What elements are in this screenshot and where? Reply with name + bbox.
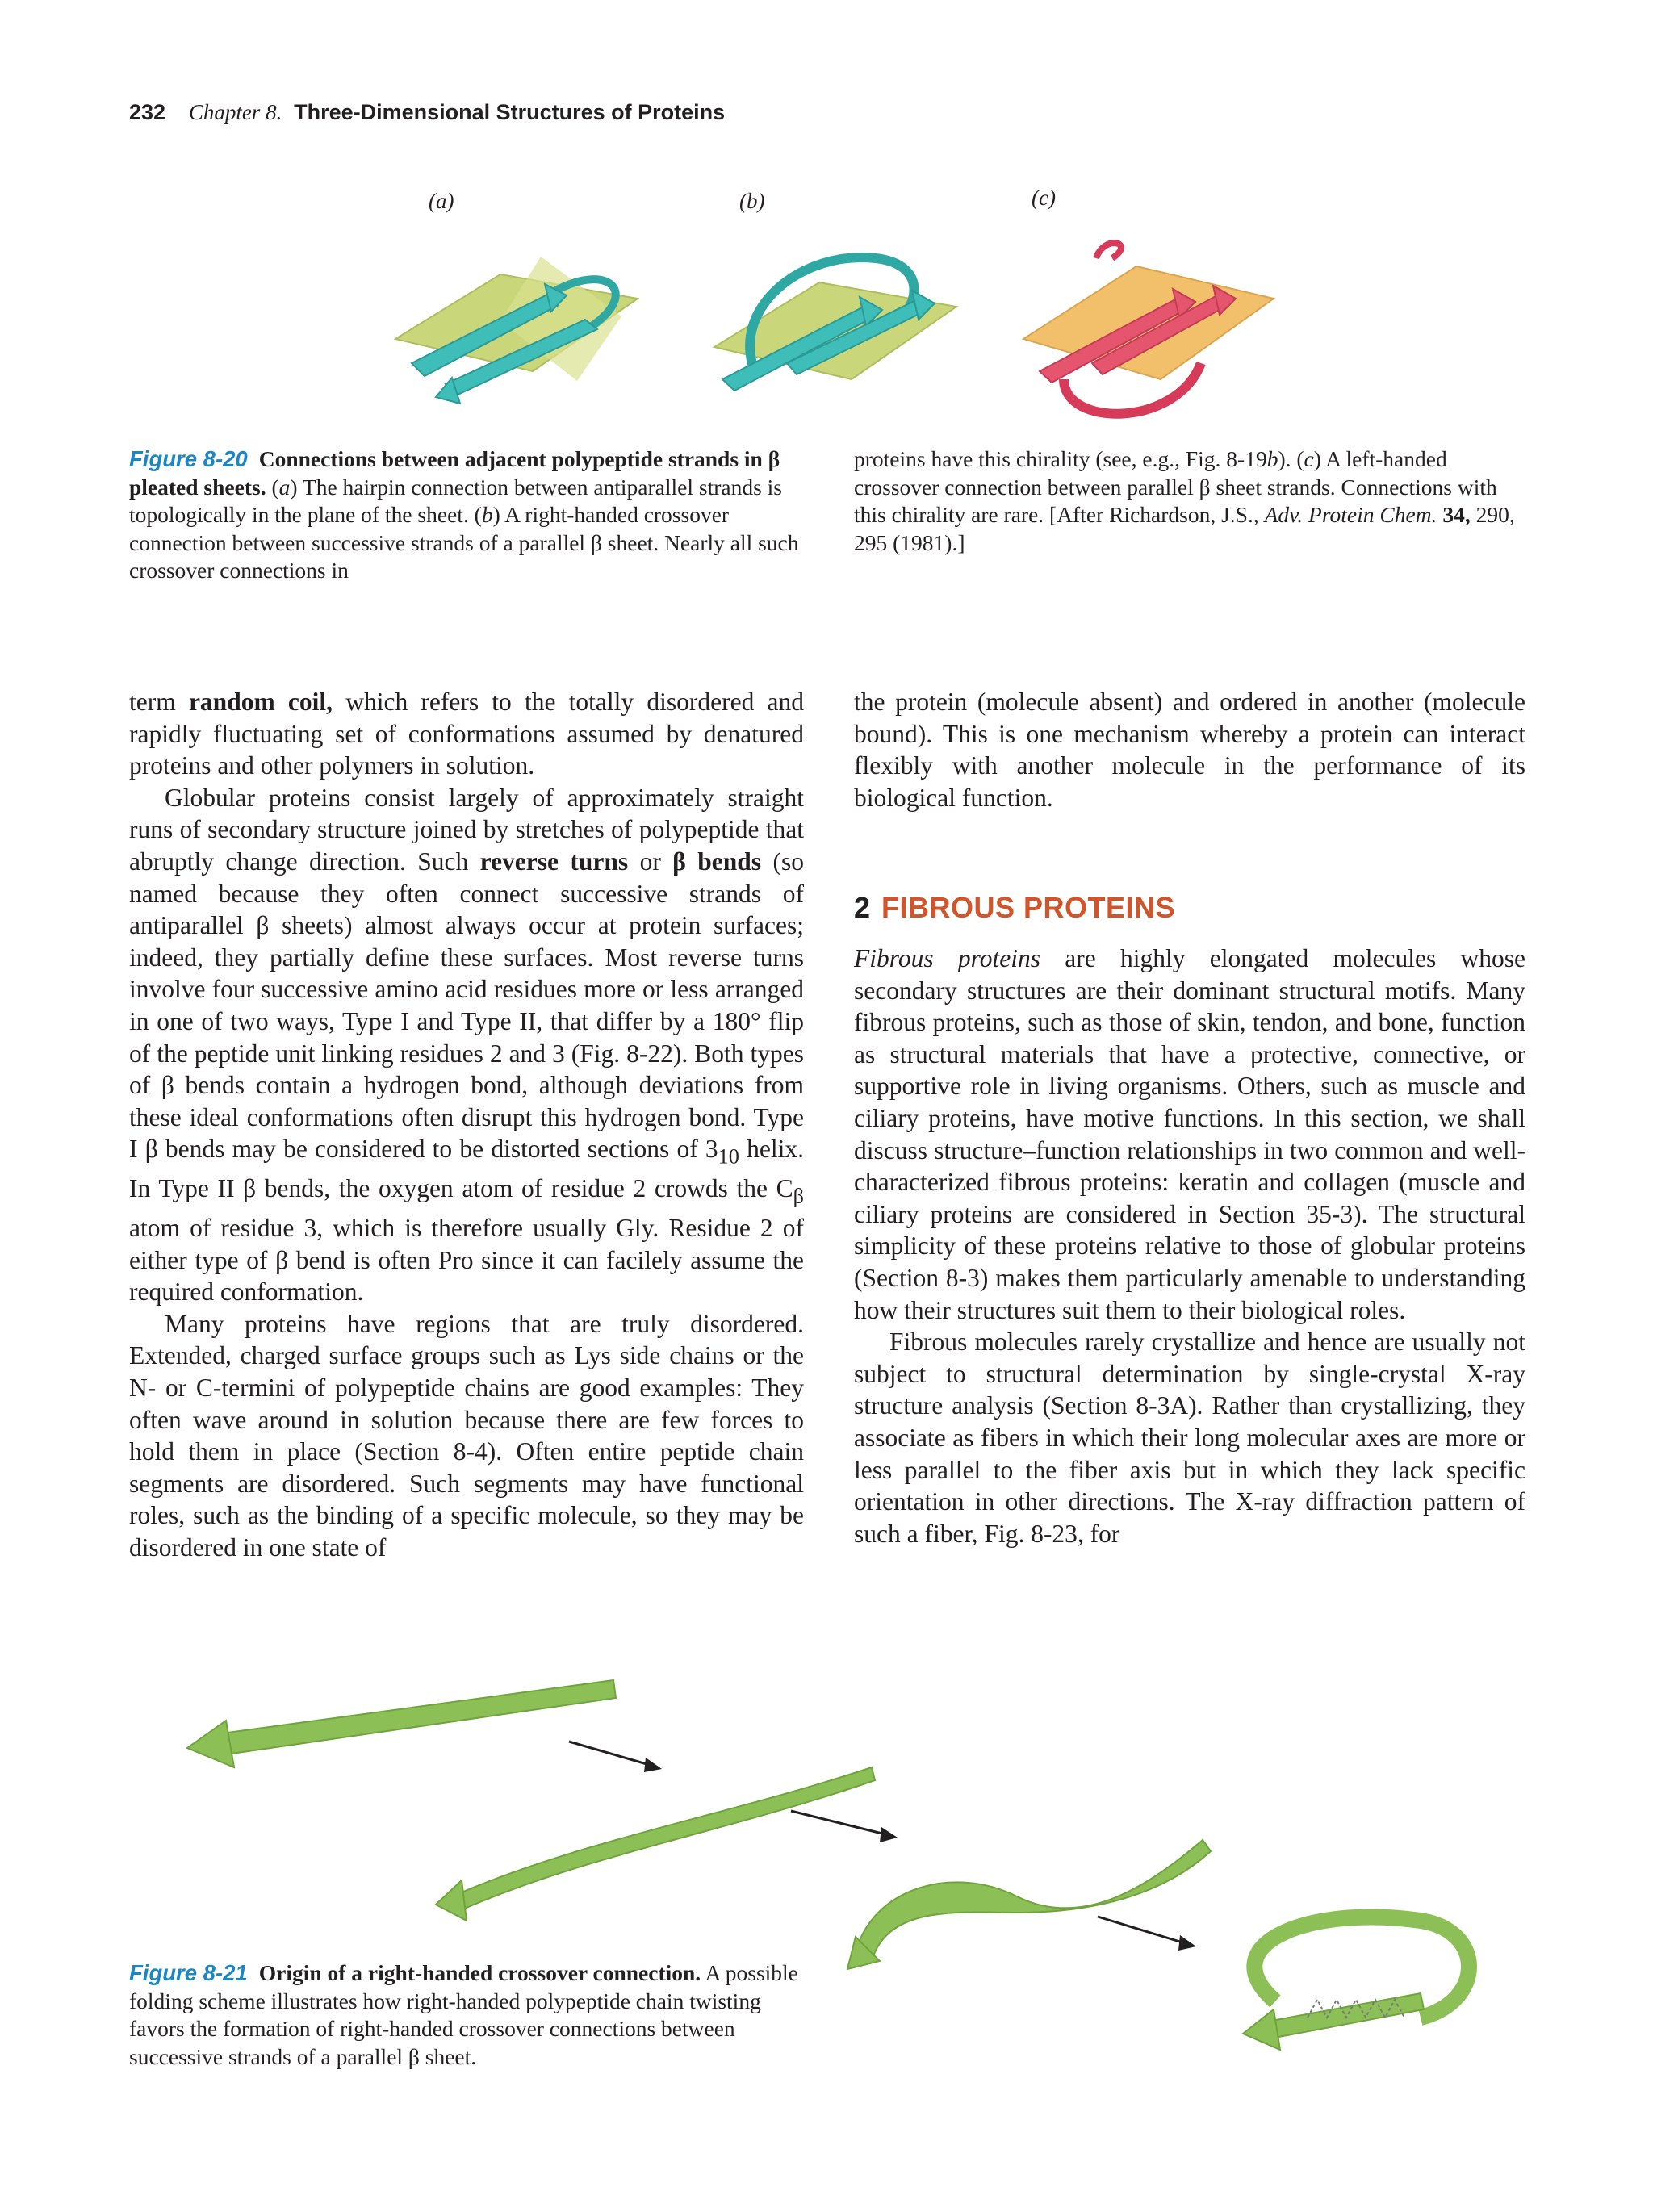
figure-8-21-caption xyxy=(129,1959,807,2071)
step-arrowhead-2 xyxy=(880,1827,898,1842)
figure-8-20-number: Figure 8-20 xyxy=(129,446,248,471)
left-column-text: term random coil, which refers to the totally disordered and rapidly fluctuating set of conformations assumed by denatured proteins and other polymers in solution. Globular proteins consist largely of approximately straight runs of secondary structure joined by stretches of polypeptide that abruptly change direction. Such reverse turns or β bends (so named because they often connect successive strands of antiparallel β sheets) almost always occur at protein surfaces; indeed, they partially define these surfaces. Most reverse turns involve four successive amino acid residues more or less arranged in one of two ways, Type I and Type II, that differ by a 180° flip of the peptide unit linking residues 2 and 3 (Fig. 8-22). Both types of β bends contain a hydrogen bond, although deviations from these ideal conformations often disrupt this hydrogen bond. Type I β bends may be considered to be distorted sections of $3_{10}$ helix. In Type II β bends, the oxygen atom of residue 2 crowds the $C_\beta$ atom of residue 3, which is therefore usually Gly. Residue 2 of either type of β bend is often Pro since it can facilely assume the required conformation. Many proteins have regions that are truly disordered. Extended, charged surface groups such as Lys side chains or the N- or C-termini of polypeptide chains are good examples: They often wave around in solution because there are few forces to hold them in place (Section 8-4). Often entire peptide chain segments are disordered. Such segments may have functional roles, such as the binding of a specific molecule, so they may be disordered in one state of xyxy=(129,688,805,1562)
panel-label-c: (c) xyxy=(1032,186,1056,210)
panel-label-a: (a) xyxy=(429,189,454,213)
figure-8-21-caption-text: Origin of a right-handed crossover connection. A possible folding scheme illustrates how right-handed polypeptide chain twisting favors the formation of right-handed crossover connections between successive strands of a parallel β sheet. xyxy=(129,1960,798,2069)
figure-8-20b-right-handed-crossover-illustration xyxy=(698,242,965,428)
figure-8-20-caption-left xyxy=(129,445,799,585)
ribbon-arrowhead-1 xyxy=(187,1721,234,1767)
figure-8-20-caption-right: proteins have this chirality (see, e.g., Fig. 8-19b). (c) A left-handed crossover connection between parallel β sheet strands. Connections with this chirality are rare. [After Richardson, J.S., Adv. Protein Chem. 34, 290, 295 (1981).] xyxy=(854,446,1515,555)
section-heading xyxy=(854,891,1175,925)
chapter-title: Three-Dimensional Structures of Proteins xyxy=(294,100,726,124)
step-arrowhead-3 xyxy=(1178,1935,1196,1951)
ribbon-wavy xyxy=(856,1840,1211,1961)
step-arrow-2 xyxy=(791,1811,892,1836)
figure-8-20c-left-handed-crossover-illustration xyxy=(1015,242,1282,428)
right-column-text-bottom: Fibrous proteins are highly elongated molecules whose secondary structures are their dominant structural motifs. Many fibrous proteins, such as those of skin, tendon, and bone, function as structural materials that have a protective, connective, or supportive role in living organisms. Others, such as muscle and ciliary proteins, have motive functions. In this section, we shall discuss structure–function relationships in two common and well-characterized fibrous proteins: keratin and collagen (muscle and ciliary proteins are considered in Section 35-3). The structural simplicity of these proteins relative to those of globular proteins (Section 8-3) makes them particularly amenable to understanding how their structures suit them to their biological roles. Fibrous molecules rarely crystallize and hence are usually not subject to structural determination by single-crystal X-ray structure analysis (Section 8-3A). Rather than crystallizing, they associate as fibers in which their long molecular axes are more or less parallel to the fiber axis but in which they lack specific orientation in other directions. The X-ray diffraction pattern of such a fiber, Fig. 8-23, for xyxy=(854,944,1525,1548)
chapter-label: Chapter 8. xyxy=(188,100,282,124)
ribbon-twisted xyxy=(452,1767,875,1913)
right-column-text-top: the protein (molecule absent) and ordered in another (molecule bound). This is one mechanism whereby a protein can interact flexibly with another molecule in the performance of its biological function. xyxy=(854,688,1525,812)
ribbon-arrowhead-2 xyxy=(436,1880,467,1921)
panel-label-b: (b) xyxy=(739,189,765,213)
step-arrowhead-1 xyxy=(644,1758,662,1772)
ribbon-crossover-loop xyxy=(1254,1917,1469,2018)
section-title: FIBROUS PROTEINS xyxy=(881,891,1176,924)
ribbon-straight xyxy=(210,1680,616,1756)
page-number: 232 xyxy=(129,100,166,124)
step-arrow-3 xyxy=(1098,1917,1191,1945)
section-number: 2 xyxy=(854,891,871,924)
figure-8-21-number: Figure 8-21 xyxy=(129,1960,248,1985)
step-arrow-1 xyxy=(569,1742,658,1767)
running-header xyxy=(129,100,725,125)
figure-8-20a-hairpin-illustration xyxy=(379,242,646,428)
crossover-loop-top xyxy=(1096,243,1121,258)
figure-8-20-caption-text: Connections between adjacent polypeptide strands in β pleated sheets. (a) The hairpin connection between antiparallel strands is topologically in the plane of the sheet. (b) A right-handed crossover connection between successive strands of a parallel β sheet. Nearly all such crossover connections in xyxy=(129,446,799,583)
ribbon-arrowhead-4 xyxy=(1243,2009,1280,2050)
